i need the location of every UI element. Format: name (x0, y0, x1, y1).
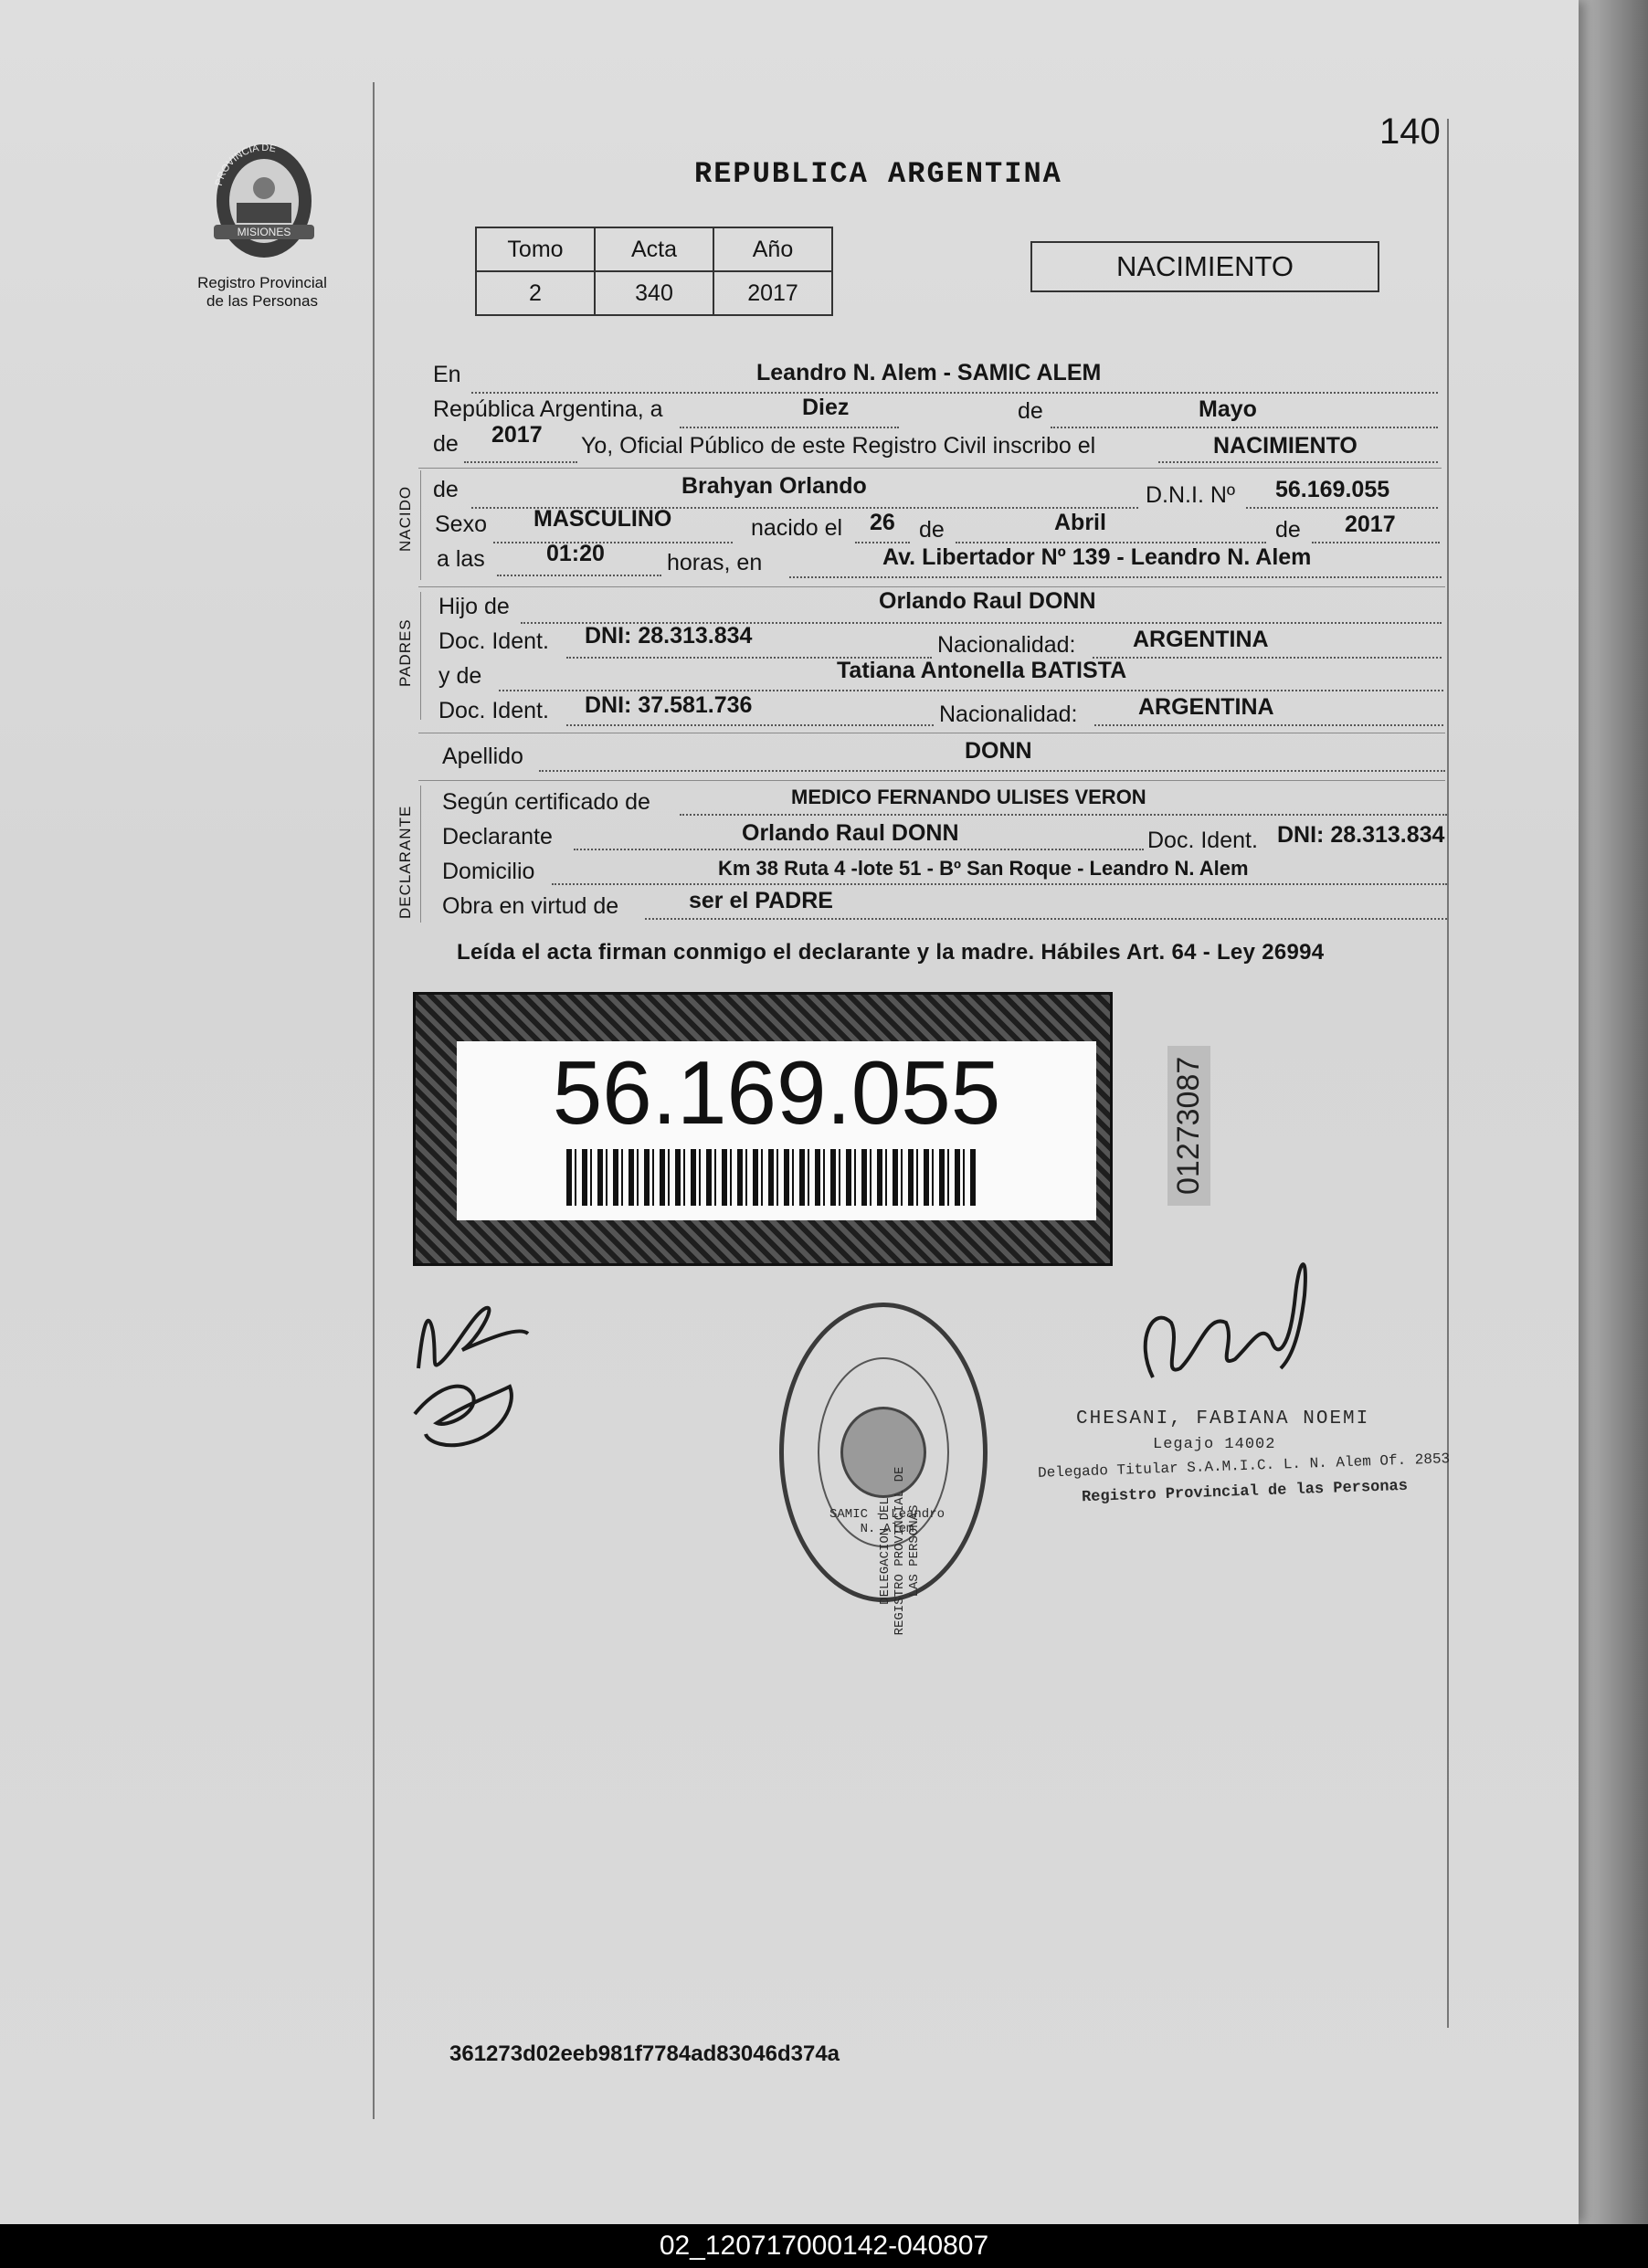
nacido-el-label: nacido el (751, 515, 843, 541)
svg-text:MISIONES: MISIONES (237, 226, 291, 238)
closing-note: Leída el acta firman conmigo el declarante y la madre. Hábiles Art. 64 - Ley 26994 (457, 940, 1325, 965)
declarant-doc-value: DNI: 28.313.834 (1277, 822, 1445, 848)
side-label-padres: PADRES (396, 618, 414, 687)
apellido-label: Apellido (442, 744, 523, 769)
page-number: 140 (1379, 111, 1441, 152)
a-las-label: a las (437, 546, 485, 572)
sex-value: MASCULINO (533, 506, 672, 532)
dotted-line (493, 541, 733, 543)
birth-month-value: Abril (1054, 510, 1106, 535)
table-header-row (476, 227, 832, 271)
de-label: de (1275, 517, 1301, 543)
surname-value: DONN (965, 738, 1032, 764)
dotted-line (1158, 460, 1438, 463)
republica-label: República Argentina, a (433, 396, 663, 422)
official-role: Delegado Titular S.A.M.I.C. L. N. Alem Of. 2853 (1037, 1450, 1451, 1482)
capacity-value: ser el PADRE (689, 888, 833, 913)
de-label: de (1018, 398, 1043, 424)
dotted-line (1312, 541, 1440, 543)
doc-ident-label: Doc. Ident. (438, 698, 549, 723)
father-doc-value: DNI: 28.313.834 (585, 623, 753, 649)
birth-day-value: 26 (870, 510, 895, 535)
nacionalidad-label: Nacionalidad: (939, 701, 1078, 727)
dni-label: D.N.I. Nº (1146, 482, 1236, 508)
father-name-value: Orlando Raul DONN (879, 588, 1096, 614)
place-value: Leandro N. Alem - SAMIC ALEM (756, 360, 1102, 385)
dotted-line (499, 689, 1443, 691)
right-margin-rule (1447, 119, 1449, 2028)
segun-label: Según certificado de (442, 789, 650, 815)
day-words-value: Diez (802, 395, 850, 420)
birth-year-value: 2017 (1345, 512, 1396, 537)
dotted-line (1094, 723, 1443, 726)
dotted-line (566, 723, 934, 726)
dotted-line (1051, 426, 1438, 428)
en-label: En (433, 362, 461, 387)
acta-value: 340 (595, 271, 713, 315)
mother-name-value: Tatiana Antonella BATISTA (837, 658, 1127, 683)
dotted-line (680, 426, 899, 428)
doc-ident-label: Doc. Ident. (438, 628, 549, 654)
dotted-line (680, 813, 1447, 816)
dni-sticker-number: 56.169.055 (552, 1042, 1001, 1143)
dotted-line (855, 541, 910, 543)
mother-doc-value: DNI: 37.581.736 (585, 692, 753, 718)
nacido-rule (420, 470, 421, 580)
registry-caption: Registro Provincial de las Personas (197, 274, 327, 310)
official-legajo: Legajo 14002 (1153, 1436, 1276, 1453)
dotted-line (539, 769, 1445, 772)
father-nationality-value: ARGENTINA (1133, 627, 1269, 652)
official-org: Registro Provincial de las Personas (1081, 1477, 1409, 1507)
footer-caption: 02_120717000142-040807 (0, 2224, 1648, 2268)
svg-text:PROVINCIA DE: PROVINCIA DE (213, 142, 278, 187)
birth-place-value: Av. Libertador Nº 139 - Leandro N. Alem (882, 544, 1312, 570)
nacionalidad-label: Nacionalidad: (937, 632, 1076, 658)
register-table (475, 227, 833, 316)
sexo-label: Sexo (435, 512, 487, 537)
tomo-header: Tomo (476, 227, 595, 271)
dotted-line (789, 575, 1442, 578)
anio-value: 2017 (713, 271, 832, 315)
doc-ident-label: Doc. Ident. (1147, 828, 1258, 853)
child-dni-value: 56.169.055 (1275, 477, 1390, 502)
section-divider (418, 780, 1445, 781)
dotted-line (497, 574, 661, 576)
dotted-line (645, 917, 1447, 920)
misiones-emblem (195, 130, 333, 267)
obra-label: Obra en virtud de (442, 893, 619, 919)
year-value: 2017 (491, 422, 543, 448)
dotted-line (574, 848, 1144, 850)
birth-time-value: 01:20 (546, 541, 605, 566)
side-label-nacido: NACIDO (396, 485, 414, 552)
barcode (566, 1149, 977, 1206)
hijo-de-label: Hijo de (438, 594, 510, 619)
child-name-value: Brahyan Orlando (681, 473, 867, 499)
table-value-row (476, 271, 832, 315)
official-name: CHESANI, FABIANA NOEMI (1076, 1408, 1370, 1429)
certificate-value: MEDICO FERNANDO ULISES VERON (791, 786, 1146, 808)
y-de-label: y de (438, 663, 482, 689)
dotted-line (1093, 656, 1442, 659)
dotted-line (956, 541, 1266, 543)
padres-rule (420, 592, 421, 720)
stamp-inner-text: SAMIC - Leandro N. Alem (829, 1507, 945, 1536)
domicilio-label: Domicilio (442, 859, 535, 884)
section-divider (418, 468, 1442, 469)
declarante-rule (420, 786, 421, 923)
event-value: NACIMIENTO (1213, 433, 1357, 459)
de-label: de (433, 431, 459, 457)
record-kind-box: NACIMIENTO (1030, 241, 1379, 292)
signature-official (1116, 1240, 1336, 1423)
address-value: Km 38 Ruta 4 -lote 51 - Bº San Roque - Leandro N. Alem (718, 857, 1249, 880)
dotted-line (1246, 506, 1438, 509)
left-margin-rule (373, 82, 375, 2119)
dotted-line (471, 391, 1438, 394)
anio-header: Año (713, 227, 832, 271)
de-label: de (433, 477, 459, 502)
document-hash: 361273d02eeb981f7784ad83046d374a (449, 2041, 840, 2066)
mother-nationality-value: ARGENTINA (1138, 694, 1274, 720)
side-label-declarante: DECLARANTE (396, 805, 414, 919)
stamp-ring-text: DELEGACION DEL REGISTRO PROVINCIAL DE LAS PERSONAS (878, 1466, 922, 1636)
declarant-value: Orlando Raul DONN (742, 820, 959, 846)
horas-en-label: horas, en (667, 550, 763, 575)
declarante-label: Declarante (442, 824, 553, 849)
dotted-line (552, 882, 1447, 885)
section-divider (418, 586, 1445, 587)
signature-declarant (409, 1268, 537, 1469)
dotted-line (464, 460, 577, 463)
de-label: de (919, 517, 945, 543)
page-title: REPUBLICA ARGENTINA (694, 157, 1062, 191)
side-serial-number: 01273087 (1167, 1046, 1210, 1206)
tomo-value: 2 (476, 271, 595, 315)
yo-label: Yo, Oficial Público de este Registro Civil inscribo el (581, 433, 1096, 459)
month-value: Mayo (1199, 396, 1257, 422)
acta-header: Acta (595, 227, 713, 271)
